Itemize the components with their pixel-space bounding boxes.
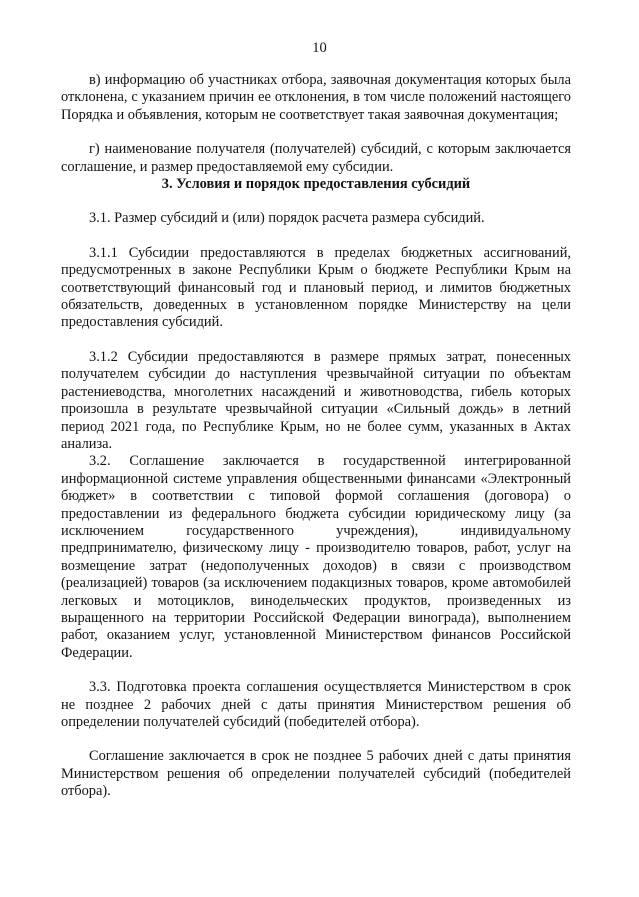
section-heading: 3. Условия и порядок предоставления субсидий — [161, 176, 471, 193]
page-number: 10 — [312, 40, 327, 56]
paragraph-agreement-deadline: Соглашение заключается в срок не позднее 5 рабочих дней с даты принятия Министерством решения об определении получателей субсидий (победителей отбора). — [61, 748, 571, 800]
paragraph-item-v: в) информацию об участниках отбора, заявочная документация которых была отклонена, с указанием причин ее отклонения, в том числе положений настоящего Порядка и объявления, которым не соответствует такая заявочная документация; — [61, 72, 571, 123]
paragraph-item-g: г) наименование получателя (получателей) субсидий, с которым заключается соглашение, и размер предоставляемой ему субсидии. — [61, 141, 571, 175]
paragraph-3-1-2: 3.1.2 Субсидии предоставляются в размере прямых затрат, понесенных получателем субсидии до наступления чрезвычайной ситуации по объектам растениеводства, многолетних насаждений и животноводства, гибель которых произошла в результате чрезвычайной ситуации «Сильный дождь» в летний период 2021 года, по Республике Крым, но не более сумм, указанных в Актах анализа. — [61, 348, 571, 452]
paragraph-3-3: 3.3. Подготовка проекта соглашения осуществляется Министерством в срок не позднее 2 рабочих дней с даты принятия Министерством решения об определении получателей субсидий (победителей отбора). — [61, 679, 571, 730]
document-body — [61, 72, 571, 801]
paragraph-3-1: 3.1. Размер субсидий и (или) порядок расчета размера субсидий. — [89, 210, 485, 227]
paragraph-3-1-1: 3.1.1 Субсидии предоставляются в пределах бюджетных ассигнований, предусмотренных в законе Республики Крым о бюджете Республики Крым на соответствующий финансовый год и плановый период, и лимитов бюджетных обязательств, доведенных в установленном порядке Министерству на цели предоставления субсидий. — [61, 244, 571, 331]
paragraph-3-2: 3.2. Соглашение заключается в государственной интегрированной информационной системе управления общественными финансами «Электронный бюджет» в соответствии с типовой формой соглашения (договора) о предоставлении из федерального бюджета субсидии юридическому лицу (за исключением государственного учреждения), индивидуальному предпринимателю, физическому лицу - производителю товаров, работ, услуг на возмещение затрат (недополученных доходов) в связи с производством (реализацией) товаров (за исключением подакцизных товаров, кроме автомобилей легковых и мотоциклов, винодельческих продуктов, произведенных из выращенного на территории Российской Федерации винограда), выполнением работ, оказанием услуг, установленной Министерством финансов Российской Федерации. — [61, 453, 571, 661]
